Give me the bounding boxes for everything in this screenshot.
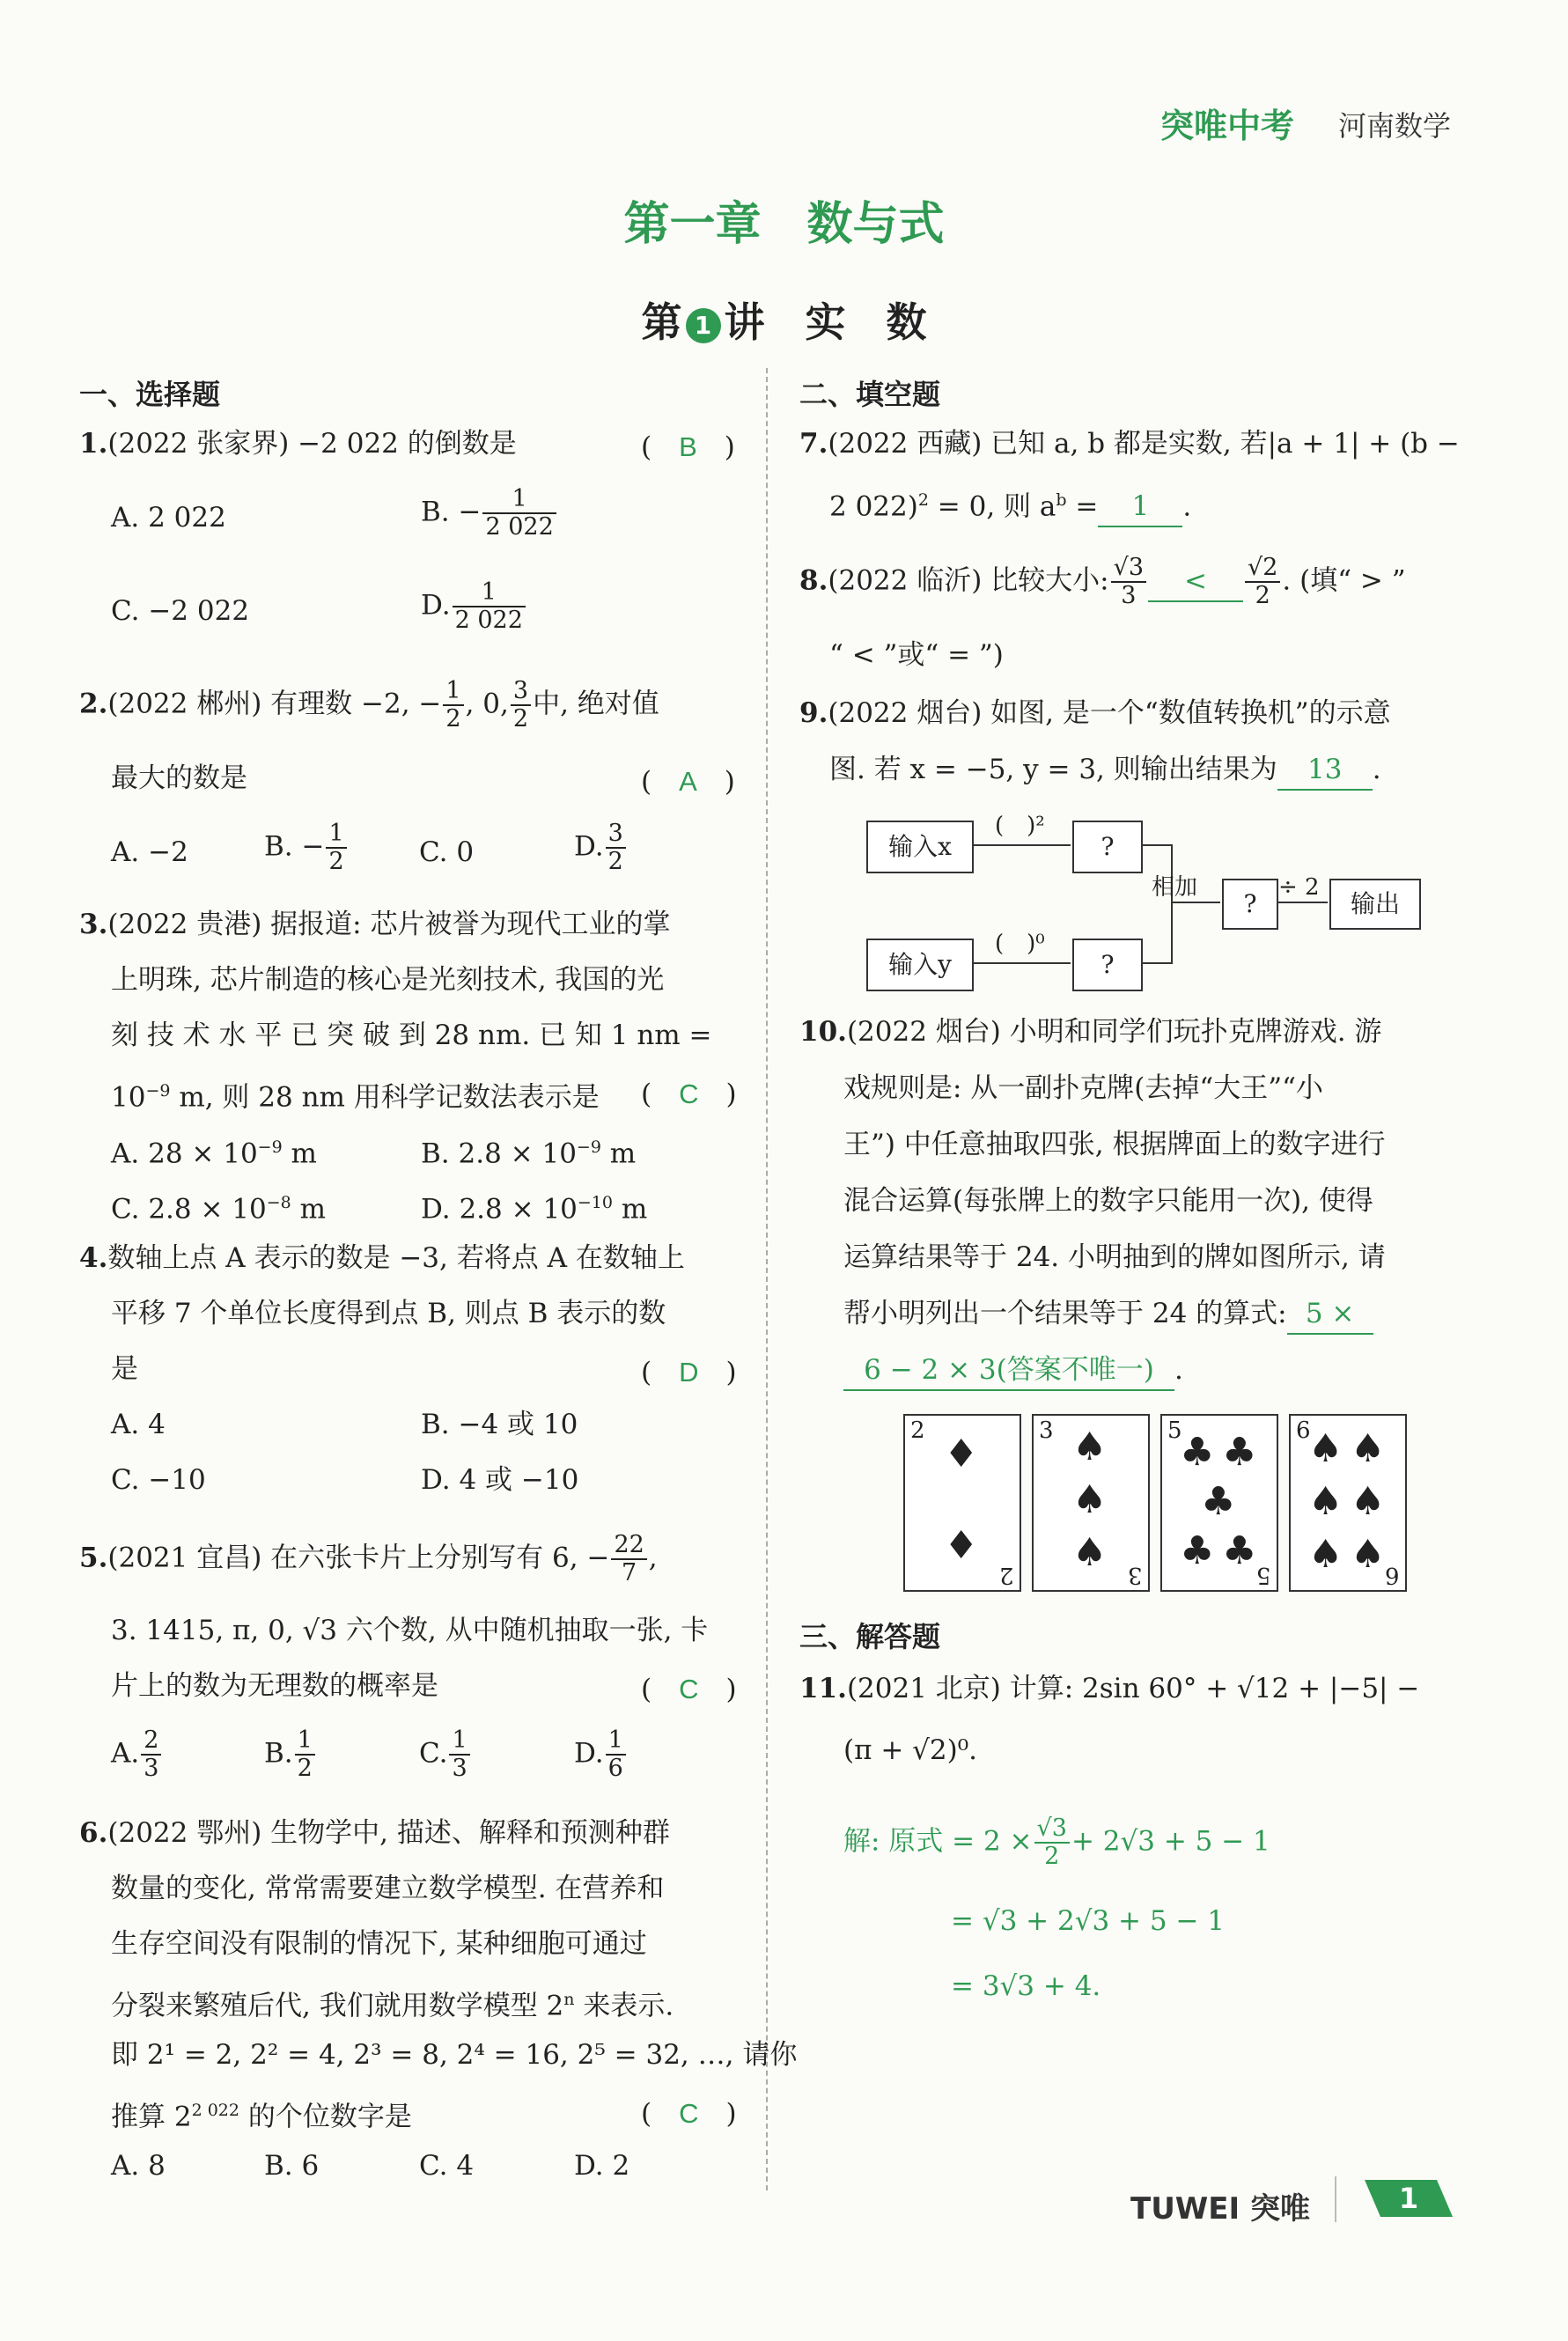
- card-rank: 6: [1385, 1562, 1400, 1588]
- q8-number: 8.: [799, 564, 828, 597]
- q9-line2: [829, 750, 1381, 791]
- card-rank: 2: [910, 1417, 925, 1444]
- q5-answer-paren: ( C ): [641, 1674, 737, 1705]
- q2-option-b: [264, 821, 349, 875]
- q9-output-box: 输出: [1329, 879, 1421, 930]
- q9-q-box-1: ?: [1072, 821, 1143, 873]
- q11-sol1a: 解: 原式 = 2 ×: [843, 1825, 1033, 1858]
- q3-answer-paren: ( C ): [641, 1078, 737, 1110]
- q5-c-den: 3: [452, 1755, 467, 1782]
- q10-answer-b: 6 − 2 × 3(答案不唯一): [843, 1351, 1174, 1391]
- q9-number: 9.: [799, 697, 828, 729]
- q3-option-b: [421, 1128, 636, 1173]
- q6-l4a: 分裂来繁殖后代, 我们就用数学模型 2: [111, 1990, 564, 2022]
- q11-line1: [799, 1669, 1419, 1708]
- q2-option-d-frac: [606, 821, 626, 875]
- q5-frac: [611, 1532, 646, 1586]
- q3-option-a: [111, 1128, 317, 1173]
- q5-b-label: B.: [264, 1737, 293, 1770]
- club-icon: ♣: [1201, 1479, 1236, 1524]
- q5-d-num: 1: [606, 1727, 626, 1756]
- q4-line1: [79, 1239, 685, 1277]
- q3-a-b: m: [282, 1137, 317, 1170]
- lecture-suffix: 讲 实 数: [724, 298, 927, 346]
- q5-frac-num: 22: [611, 1532, 646, 1560]
- q3-line1: [79, 905, 670, 944]
- q3-option-c: [111, 1183, 326, 1228]
- diamond-icon: ♦: [944, 1432, 979, 1476]
- q11-sol-frac: [1034, 1815, 1070, 1870]
- q9-l2-end: .: [1372, 754, 1381, 785]
- q8-l1b: . (填“ > ”: [1282, 564, 1406, 597]
- q11-number: 11.: [799, 1673, 847, 1704]
- q2-text-c: 中, 绝对值: [533, 688, 659, 720]
- q11-sol-frac-den: 2: [1044, 1843, 1060, 1870]
- q5-line1: [79, 1532, 658, 1586]
- q3-number: 3.: [79, 909, 108, 940]
- header-brand: 突唯中考: [1160, 107, 1295, 145]
- q10-line1: [799, 1012, 1381, 1051]
- q2-option-d-num: 3: [606, 821, 626, 849]
- club-icon: ♣: [1180, 1430, 1215, 1475]
- q1-option-d-den: 2 022: [454, 607, 523, 634]
- q1-option-b-num: 1: [482, 486, 556, 514]
- q1-text: (2022 张家界) −2 022 的倒数是: [107, 428, 517, 460]
- q8-frac2-num: √2: [1245, 555, 1280, 583]
- club-icon: ♣: [1222, 1430, 1257, 1475]
- q7-line2: [829, 481, 1191, 527]
- q3-c-b: m: [291, 1193, 327, 1226]
- q5-c-label: C.: [419, 1737, 448, 1770]
- q4-answer-paren: ( D ): [641, 1357, 737, 1388]
- spade-icon: ♠: [1308, 1479, 1343, 1524]
- q5-a-den: 3: [144, 1755, 159, 1782]
- q7-l2-exp: 2: [917, 490, 929, 510]
- q5-number: 5.: [79, 1542, 108, 1574]
- q2-option-b-label: B. −: [264, 830, 325, 863]
- q2-stem: [79, 678, 659, 732]
- q8-frac1-num: √3: [1111, 555, 1146, 583]
- q5-d-label: D.: [574, 1737, 604, 1770]
- q3-l4-exp: −9: [145, 1081, 171, 1101]
- q1-answer-paren: ( B ): [641, 431, 735, 463]
- q10-line2: 戏规则是: 从一副扑克牌(去掉“大王”“小: [843, 1072, 1323, 1104]
- q8-line1: [799, 555, 1406, 609]
- q2-frac1-den: 2: [445, 705, 461, 732]
- q3-option-d: [421, 1183, 647, 1228]
- q11-solution-1: [843, 1815, 1270, 1870]
- q9-text-1: (2022 烟台) 如图, 是一个“数值转换机”的示意: [828, 697, 1391, 729]
- q2-line2: 最大的数是: [111, 762, 247, 794]
- section-solve: 三、解答题: [799, 1620, 941, 1653]
- q2-option-b-num: 1: [326, 821, 346, 849]
- q5-d-den: 6: [607, 1755, 623, 1782]
- q6-l4-exp: n: [563, 1990, 575, 2009]
- q2-answer-paren: ( A ): [641, 766, 735, 798]
- q4-number: 4.: [79, 1242, 108, 1274]
- lecture-prefix: 第: [641, 298, 682, 346]
- q1-option-d: [421, 579, 527, 634]
- q2-frac2-den: 2: [512, 705, 529, 732]
- q5-option-c: [419, 1727, 472, 1782]
- q9-answer: 13: [1277, 750, 1373, 791]
- q11-sol1b: + 2√3 + 5 − 1: [1071, 1825, 1270, 1858]
- q8-l1a: (2022 临沂) 比较大小:: [828, 564, 1109, 597]
- q3-a-exp: −9: [257, 1137, 283, 1157]
- q4-option-d: D. 4 或 −10: [421, 1464, 579, 1496]
- q5-option-d: [574, 1727, 628, 1782]
- playing-card-6: [1289, 1414, 1407, 1592]
- q9-q-box-3: ?: [1222, 879, 1278, 930]
- q2-option-c: C. 0: [419, 836, 475, 868]
- q10-line4: 混合运算(每张牌上的数字只能用一次), 使得: [843, 1185, 1373, 1217]
- q7-l2a: 2 022): [829, 490, 918, 523]
- q3-c-a: C. 2.8 × 10: [111, 1193, 267, 1226]
- playing-card-5: [1160, 1414, 1278, 1592]
- q1-number: 1.: [79, 428, 108, 460]
- q1-option-d-num: 1: [453, 579, 526, 607]
- q6-l4b: 来表示.: [574, 1990, 674, 2022]
- q5-line3: 片上的数为无理数的概率是: [111, 1670, 438, 1702]
- lecture-title: [0, 291, 1568, 349]
- q11-sol-frac-num: √3: [1034, 1815, 1070, 1844]
- q2-option-d-label: D.: [574, 830, 604, 863]
- q3-line3: 刻 技 术 水 平 已 突 破 到 28 nm. 已 知 1 nm =: [111, 1020, 712, 1051]
- q5-a-num: 2: [141, 1727, 161, 1756]
- q4-option-a: A. 4: [111, 1409, 166, 1440]
- q3-d-a: D. 2.8 × 10: [421, 1193, 578, 1226]
- club-icon: ♣: [1222, 1528, 1257, 1573]
- chapter-title: 第一章 数与式: [623, 198, 945, 251]
- q1-option-d-label: D.: [421, 589, 451, 622]
- q2-frac2-num: 3: [511, 678, 531, 706]
- q11-line2: (π + √2)⁰.: [843, 1734, 978, 1766]
- q10-line7: [843, 1351, 1183, 1391]
- q9-add-label: 相加: [1152, 874, 1198, 901]
- spade-icon: ♠: [1351, 1479, 1386, 1524]
- q5-text-1-end: ,: [648, 1542, 658, 1574]
- q4-option-b: B. −4 或 10: [421, 1409, 578, 1440]
- column-divider: [766, 368, 768, 2190]
- q10-text-6: 帮小明列出一个结果等于 24 的算式:: [843, 1298, 1287, 1329]
- q3-d-exp: −10: [577, 1193, 613, 1212]
- q11-solution-3: = 3√3 + 4.: [951, 1970, 1101, 2002]
- q6-answer-paren: ( C ): [641, 2098, 737, 2130]
- q4-line2: 平移 7 个单位长度得到点 B, 则点 B 表示的数: [111, 1298, 666, 1329]
- q5-text-1: (2021 宜昌) 在六张卡片上分别写有 6, −: [107, 1542, 610, 1574]
- q3-answer: C: [679, 1078, 699, 1109]
- q9-join-top: [1141, 844, 1171, 846]
- q7-line1: [799, 424, 1460, 463]
- q2-frac1-num: 1: [443, 678, 463, 706]
- q2-answer: A: [679, 766, 697, 797]
- card-rank: 2: [999, 1562, 1014, 1588]
- q1-option-b-den: 2 022: [485, 513, 554, 541]
- q3-line2: 上明珠, 芯片制造的核心是光刻技术, 我国的光: [111, 964, 665, 996]
- q5-d-frac: [606, 1727, 626, 1782]
- q7-text-1: (2022 西藏) 已知 a, b 都是实数, 若|a + 1| + (b −: [828, 428, 1460, 460]
- q2-option-d-den: 2: [607, 848, 623, 875]
- card-rank: 6: [1296, 1417, 1311, 1444]
- q1-option-b: [421, 486, 558, 541]
- club-icon: ♣: [1180, 1528, 1215, 1573]
- q4-answer: D: [679, 1357, 699, 1388]
- q3-c-exp: −8: [266, 1193, 291, 1212]
- q8-frac1: [1111, 555, 1146, 609]
- q6-line2: 数量的变化, 常常需要建立数学模型. 在营养和: [111, 1873, 665, 1904]
- q4-option-c: C. −10: [111, 1464, 206, 1496]
- card-rank: 3: [1128, 1562, 1143, 1588]
- q6-line3: 生存空间没有限制的情况下, 某种细胞可通过: [111, 1928, 647, 1960]
- q7-number: 7.: [799, 428, 828, 460]
- spade-icon: ♠: [1308, 1532, 1343, 1577]
- q9-op-zero: ( )⁰: [995, 931, 1045, 957]
- q5-c-frac: [449, 1727, 469, 1782]
- q5-c-num: 1: [449, 1727, 469, 1756]
- q3-line4: [111, 1071, 600, 1116]
- spade-icon: ♠: [1308, 1426, 1343, 1471]
- diamond-icon: ♦: [944, 1523, 979, 1568]
- q1-option-b-label: B. −: [421, 496, 482, 528]
- q6-line6: [111, 2091, 412, 2136]
- q5-b-frac: [295, 1727, 315, 1782]
- q7-l2-end: .: [1182, 490, 1192, 523]
- q2-frac2: [511, 678, 531, 732]
- q2-option-b-frac: [326, 821, 346, 875]
- card-rank: 5: [1256, 1562, 1271, 1588]
- q6-line1: [79, 1814, 670, 1852]
- q5-option-b: [264, 1727, 317, 1782]
- q1-option-c: C. −2 022: [111, 595, 250, 627]
- q6-l6a: 推算 2: [111, 2101, 192, 2133]
- section-fill: 二、填空题: [799, 378, 941, 411]
- q7-l2b: = 0, 则 a: [928, 490, 1056, 523]
- q8-line2: “ < ”或“ = ”): [829, 639, 1004, 671]
- q3-l4a: 10: [111, 1081, 146, 1114]
- q6-l6-exp: 2 022: [191, 2101, 239, 2120]
- q2-frac1: [443, 678, 463, 732]
- q9-op-square: ( )²: [995, 813, 1045, 839]
- q10-line3: 王”) 中任意抽取四张, 根据牌面上的数字进行: [843, 1129, 1386, 1160]
- q5-b-num: 1: [295, 1727, 315, 1756]
- playing-card-2: [903, 1414, 1021, 1592]
- q2-option-d: [574, 821, 628, 875]
- q8-frac2-den: 2: [1255, 582, 1270, 609]
- q6-option-d: D. 2: [574, 2150, 630, 2182]
- q1-stem: [79, 424, 517, 463]
- q10-l7-end: .: [1174, 1354, 1183, 1386]
- q5-answer: C: [679, 1674, 699, 1704]
- lecture-number: 1: [686, 308, 721, 343]
- q6-option-b: B. 6: [264, 2150, 320, 2182]
- card-rank: 3: [1039, 1417, 1054, 1444]
- footer-divider: [1335, 2176, 1336, 2222]
- q4-line3: 是: [111, 1353, 138, 1385]
- card-rank: 5: [1167, 1417, 1182, 1444]
- q9-text-2: 图. 若 x = −5, y = 3, 则输出结果为: [829, 754, 1277, 785]
- q10-line6: [843, 1294, 1373, 1335]
- q7-answer: 1: [1098, 487, 1182, 527]
- q9-input-x-box: 输入x: [866, 821, 974, 873]
- q10-number: 10.: [799, 1016, 847, 1048]
- q4-text-1: 数轴上点 A 表示的数是 −3, 若将点 A 在数轴上: [107, 1242, 685, 1274]
- q6-option-c: C. 4: [419, 2150, 475, 2182]
- q6-line5: 即 2¹ = 2, 2² = 4, 2³ = 8, 2⁴ = 16, 2⁵ = 32, …, 请你: [111, 2039, 798, 2071]
- q3-text-1: (2022 贵港) 据报道: 芯片被誉为现代工业的掌: [107, 909, 671, 940]
- header-subject: 河南数学: [1338, 109, 1452, 143]
- q1-answer: B: [679, 431, 697, 462]
- q10-text-1: (2022 烟台) 小明和同学们玩扑克牌游戏. 游: [846, 1016, 1382, 1048]
- q2-option-a: A. −2: [111, 836, 188, 868]
- q9-q-box-2: ?: [1072, 939, 1143, 991]
- playing-card-3: [1032, 1414, 1150, 1592]
- q1-option-d-frac: [453, 579, 526, 634]
- spade-icon: ♠: [1351, 1532, 1386, 1577]
- q11-solution-2: = √3 + 2√3 + 5 − 1: [951, 1905, 1225, 1937]
- q5-b-den: 2: [297, 1755, 313, 1782]
- spade-icon: ♠: [1072, 1424, 1108, 1469]
- q2-text-a: (2022 郴州) 有理数 −2, −: [107, 688, 442, 720]
- q6-number: 6.: [79, 1817, 108, 1849]
- q3-b-exp: −9: [576, 1137, 601, 1157]
- q3-b-b: m: [600, 1137, 637, 1170]
- q8-answer: <: [1148, 562, 1243, 602]
- q3-d-b: m: [613, 1193, 648, 1226]
- q5-a-frac: [141, 1727, 161, 1782]
- q2-text-b: , 0,: [465, 688, 509, 720]
- q9-line1: [799, 694, 1391, 732]
- spade-icon: ♠: [1072, 1530, 1108, 1575]
- q5-line2: 3. 1415, π, 0, √3 六个数, 从中随机抽取一张, 卡: [111, 1615, 709, 1646]
- q6-text-1: (2022 鄂州) 生物学中, 描述、解释和预测种群: [107, 1817, 670, 1849]
- footer-logo: TUWEI 突唯: [1130, 2191, 1311, 2227]
- q6-answer: C: [679, 2098, 699, 2129]
- q2-option-b-den: 2: [328, 848, 344, 875]
- q8-frac1-den: 3: [1121, 582, 1137, 609]
- q1-option-a: A. 2 022: [111, 502, 226, 534]
- q9-div-label: ÷ 2: [1278, 874, 1320, 901]
- section-choice: 一、选择题: [79, 378, 221, 411]
- q11-text-1: (2021 北京) 计算: 2sin 60° + √12 + |−5| −: [846, 1673, 1420, 1704]
- q1-option-b-frac: [482, 486, 556, 541]
- spade-icon: ♠: [1072, 1477, 1108, 1522]
- q7-l2c: =: [1066, 490, 1099, 523]
- q3-l4b: m, 则 28 nm 用科学记数法表示是: [170, 1081, 600, 1114]
- q6-l6b: 的个位数字是: [239, 2101, 412, 2133]
- q9-join-bottom: [1141, 962, 1171, 964]
- q7-l2-exp2: b: [1056, 490, 1067, 510]
- q3-a-a: A. 28 × 10: [111, 1137, 258, 1170]
- q9-input-y-box: 输入y: [866, 939, 974, 991]
- q8-frac2: [1245, 555, 1280, 609]
- q5-option-a: [111, 1727, 163, 1782]
- q10-line5: 运算结果等于 24. 小明抽到的牌如图所示, 请: [843, 1241, 1386, 1273]
- q5-a-label: A.: [111, 1737, 140, 1770]
- q10-answer-a: 5 ×: [1287, 1294, 1373, 1335]
- q3-b-a: B. 2.8 × 10: [421, 1137, 577, 1170]
- spade-icon: ♠: [1351, 1426, 1386, 1471]
- page-number: 1: [1398, 2182, 1419, 2215]
- q6-line4: [111, 1980, 674, 2025]
- q2-number: 2.: [79, 688, 108, 720]
- q5-frac-den: 7: [622, 1559, 637, 1586]
- q6-option-a: A. 8: [111, 2150, 166, 2182]
